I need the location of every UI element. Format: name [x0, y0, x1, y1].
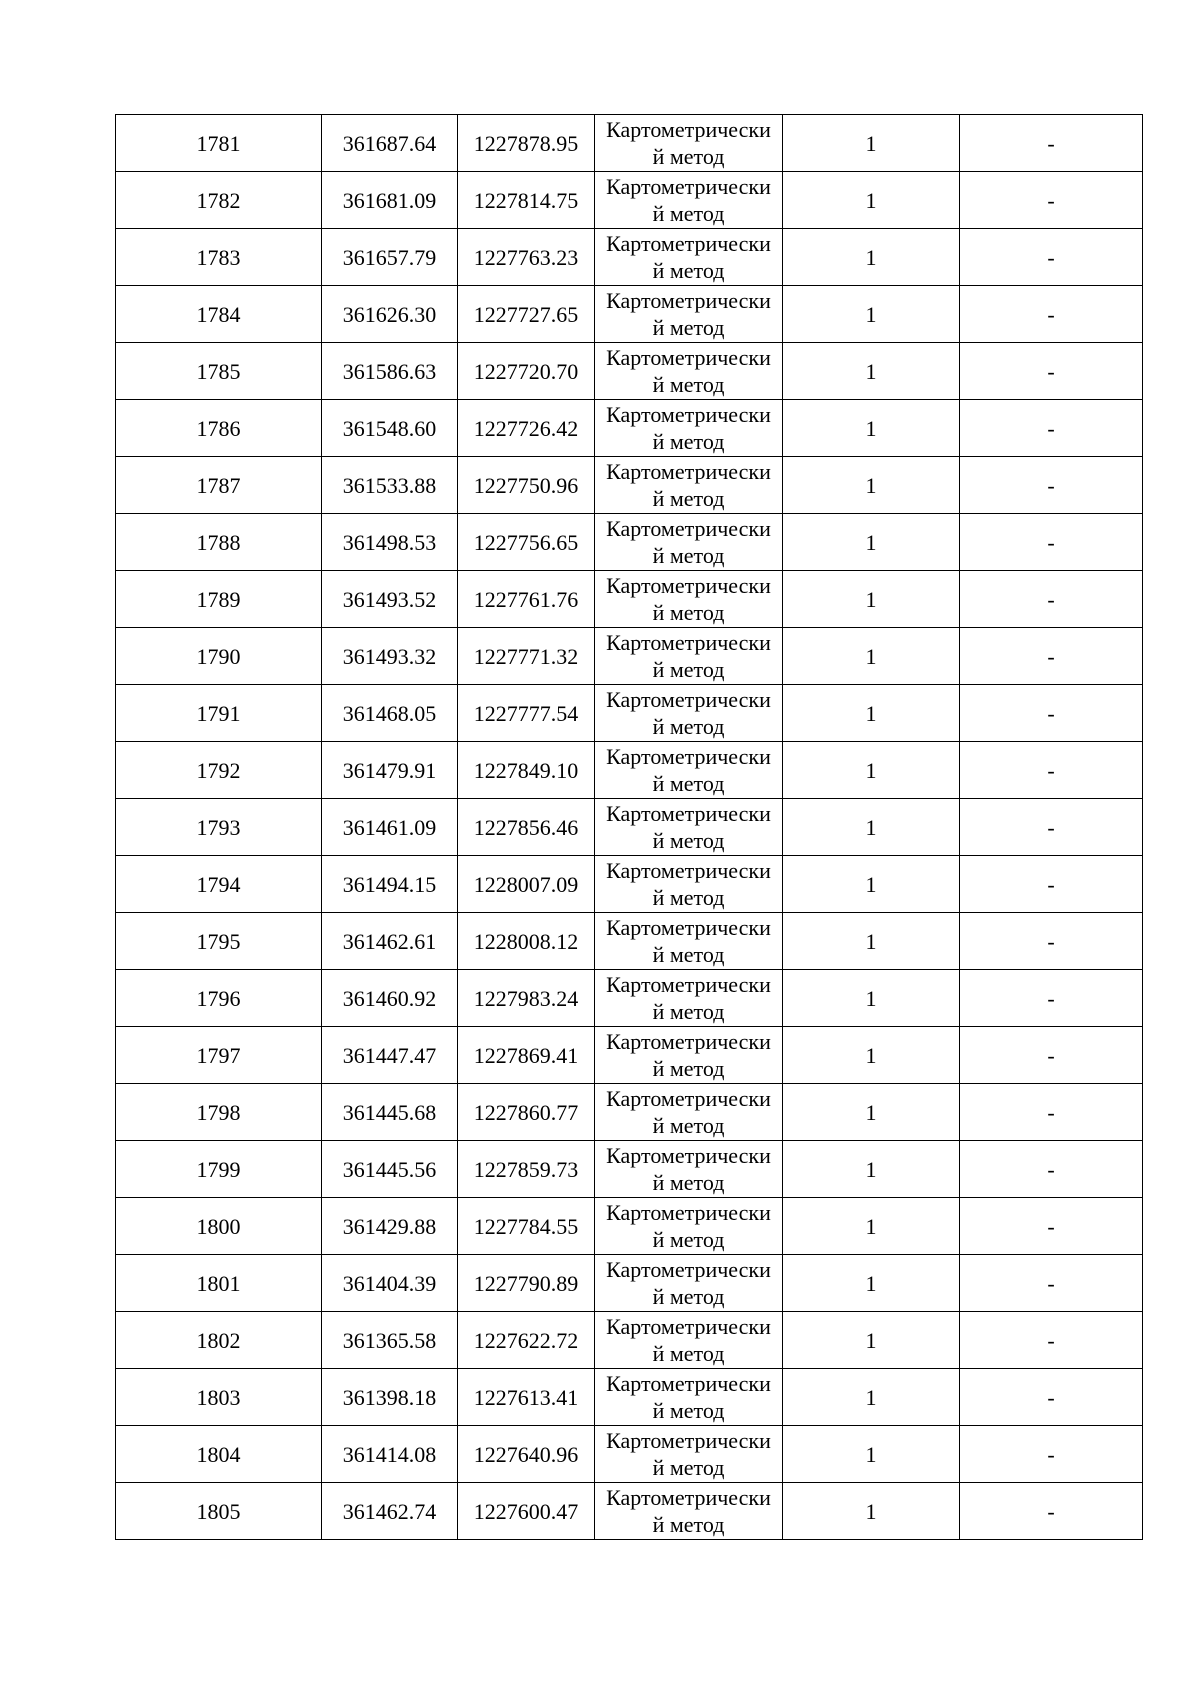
method-line-2: й метод [652, 429, 725, 454]
method-cell [595, 1198, 783, 1255]
method-cell [595, 1255, 783, 1312]
point-number-cell: 1798 [116, 1084, 322, 1141]
note-cell: - [960, 970, 1143, 1027]
point-number-cell: 1800 [116, 1198, 322, 1255]
y-coordinate-cell: 1227640.96 [458, 1426, 595, 1483]
accuracy-cell: 1 [783, 1426, 960, 1483]
method-line-2: й метод [652, 1170, 725, 1195]
method-line-1: Картометрически [606, 1257, 771, 1282]
method-cell [595, 400, 783, 457]
method-cell [595, 856, 783, 913]
method-cell [595, 970, 783, 1027]
method-line-1: Картометрически [606, 1485, 771, 1510]
point-number-cell: 1795 [116, 913, 322, 970]
point-number-cell: 1794 [116, 856, 322, 913]
point-number-cell: 1783 [116, 229, 322, 286]
point-number-cell: 1799 [116, 1141, 322, 1198]
method-line-2: й метод [652, 999, 725, 1024]
table-row [116, 1312, 1143, 1369]
method-cell [595, 1426, 783, 1483]
method-cell [595, 286, 783, 343]
point-number-cell: 1782 [116, 172, 322, 229]
coordinates-table-body [116, 115, 1143, 1540]
method-cell [595, 514, 783, 571]
accuracy-cell: 1 [783, 514, 960, 571]
table-row [116, 514, 1143, 571]
accuracy-cell: 1 [783, 1141, 960, 1198]
method-cell [595, 229, 783, 286]
x-coordinate-cell: 361461.09 [322, 799, 458, 856]
note-cell: - [960, 457, 1143, 514]
method-line-1: Картометрически [606, 744, 771, 769]
table-row [116, 1426, 1143, 1483]
x-coordinate-cell: 361687.64 [322, 115, 458, 172]
accuracy-cell: 1 [783, 1084, 960, 1141]
table-row [116, 1084, 1143, 1141]
x-coordinate-cell: 361681.09 [322, 172, 458, 229]
method-line-2: й метод [652, 771, 725, 796]
point-number-cell: 1805 [116, 1483, 322, 1540]
y-coordinate-cell: 1227860.77 [458, 1084, 595, 1141]
note-cell: - [960, 685, 1143, 742]
method-line-2: й метод [652, 144, 725, 169]
method-line-1: Картометрически [606, 1029, 771, 1054]
y-coordinate-cell: 1227622.72 [458, 1312, 595, 1369]
method-line-2: й метод [652, 258, 725, 283]
accuracy-cell: 1 [783, 571, 960, 628]
y-coordinate-cell: 1227763.23 [458, 229, 595, 286]
y-coordinate-cell: 1227750.96 [458, 457, 595, 514]
point-number-cell: 1792 [116, 742, 322, 799]
note-cell: - [960, 1312, 1143, 1369]
x-coordinate-cell: 361533.88 [322, 457, 458, 514]
note-cell: - [960, 1141, 1143, 1198]
x-coordinate-cell: 361404.39 [322, 1255, 458, 1312]
method-line-1: Картометрически [606, 1086, 771, 1111]
method-line-1: Картометрически [606, 972, 771, 997]
table-row [116, 970, 1143, 1027]
table-row [116, 913, 1143, 970]
method-line-1: Картометрически [606, 1143, 771, 1168]
note-cell: - [960, 1027, 1143, 1084]
method-line-2: й метод [652, 486, 725, 511]
method-line-2: й метод [652, 1227, 725, 1252]
y-coordinate-cell: 1227726.42 [458, 400, 595, 457]
note-cell: - [960, 1084, 1143, 1141]
point-number-cell: 1802 [116, 1312, 322, 1369]
method-line-1: Картометрически [606, 459, 771, 484]
method-line-2: й метод [652, 942, 725, 967]
method-line-1: Картометрически [606, 630, 771, 655]
method-line-1: Картометрически [606, 345, 771, 370]
note-cell: - [960, 571, 1143, 628]
y-coordinate-cell: 1228008.12 [458, 913, 595, 970]
method-line-2: й метод [652, 315, 725, 340]
point-number-cell: 1796 [116, 970, 322, 1027]
method-line-1: Картометрически [606, 1200, 771, 1225]
method-line-1: Картометрически [606, 174, 771, 199]
method-line-2: й метод [652, 372, 725, 397]
point-number-cell: 1781 [116, 115, 322, 172]
point-number-cell: 1790 [116, 628, 322, 685]
note-cell: - [960, 742, 1143, 799]
table-row [116, 856, 1143, 913]
point-number-cell: 1804 [116, 1426, 322, 1483]
method-line-2: й метод [652, 201, 725, 226]
accuracy-cell: 1 [783, 229, 960, 286]
method-line-2: й метод [652, 1284, 725, 1309]
method-cell [595, 742, 783, 799]
method-line-2: й метод [652, 1056, 725, 1081]
method-cell [595, 1483, 783, 1540]
method-cell [595, 628, 783, 685]
point-number-cell: 1789 [116, 571, 322, 628]
y-coordinate-cell: 1227777.54 [458, 685, 595, 742]
method-line-1: Картометрически [606, 687, 771, 712]
method-line-1: Картометрически [606, 1428, 771, 1453]
method-line-2: й метод [652, 885, 725, 910]
accuracy-cell: 1 [783, 970, 960, 1027]
accuracy-cell: 1 [783, 913, 960, 970]
x-coordinate-cell: 361462.74 [322, 1483, 458, 1540]
table-row [116, 172, 1143, 229]
table-row [116, 685, 1143, 742]
note-cell: - [960, 628, 1143, 685]
x-coordinate-cell: 361657.79 [322, 229, 458, 286]
table-row [116, 457, 1143, 514]
y-coordinate-cell: 1227878.95 [458, 115, 595, 172]
method-cell [595, 685, 783, 742]
method-cell [595, 571, 783, 628]
x-coordinate-cell: 361493.32 [322, 628, 458, 685]
note-cell: - [960, 400, 1143, 457]
point-number-cell: 1787 [116, 457, 322, 514]
accuracy-cell: 1 [783, 457, 960, 514]
method-cell [595, 1369, 783, 1426]
x-coordinate-cell: 361365.58 [322, 1312, 458, 1369]
point-number-cell: 1801 [116, 1255, 322, 1312]
note-cell: - [960, 1369, 1143, 1426]
note-cell: - [960, 1483, 1143, 1540]
x-coordinate-cell: 361548.60 [322, 400, 458, 457]
method-line-1: Картометрически [606, 858, 771, 883]
table-row [116, 343, 1143, 400]
y-coordinate-cell: 1227761.76 [458, 571, 595, 628]
y-coordinate-cell: 1227771.32 [458, 628, 595, 685]
method-line-2: й метод [652, 1398, 725, 1423]
note-cell: - [960, 1255, 1143, 1312]
method-line-1: Картометрически [606, 801, 771, 826]
x-coordinate-cell: 361398.18 [322, 1369, 458, 1426]
accuracy-cell: 1 [783, 799, 960, 856]
x-coordinate-cell: 361626.30 [322, 286, 458, 343]
accuracy-cell: 1 [783, 1312, 960, 1369]
table-row [116, 628, 1143, 685]
method-cell [595, 799, 783, 856]
table-row [116, 286, 1143, 343]
y-coordinate-cell: 1227859.73 [458, 1141, 595, 1198]
point-number-cell: 1793 [116, 799, 322, 856]
point-number-cell: 1786 [116, 400, 322, 457]
accuracy-cell: 1 [783, 1369, 960, 1426]
method-line-2: й метод [652, 543, 725, 568]
y-coordinate-cell: 1228007.09 [458, 856, 595, 913]
accuracy-cell: 1 [783, 286, 960, 343]
table-row [116, 571, 1143, 628]
note-cell: - [960, 115, 1143, 172]
accuracy-cell: 1 [783, 1255, 960, 1312]
note-cell: - [960, 1426, 1143, 1483]
accuracy-cell: 1 [783, 856, 960, 913]
method-line-2: й метод [652, 1512, 725, 1537]
x-coordinate-cell: 361447.47 [322, 1027, 458, 1084]
accuracy-cell: 1 [783, 1483, 960, 1540]
method-cell [595, 457, 783, 514]
method-line-2: й метод [652, 828, 725, 853]
x-coordinate-cell: 361429.88 [322, 1198, 458, 1255]
note-cell: - [960, 1198, 1143, 1255]
method-line-2: й метод [652, 600, 725, 625]
table-row [116, 799, 1143, 856]
method-cell [595, 115, 783, 172]
note-cell: - [960, 913, 1143, 970]
note-cell: - [960, 514, 1143, 571]
method-cell [595, 172, 783, 229]
table-row [116, 1027, 1143, 1084]
point-number-cell: 1803 [116, 1369, 322, 1426]
method-line-2: й метод [652, 657, 725, 682]
method-line-1: Картометрически [606, 231, 771, 256]
accuracy-cell: 1 [783, 172, 960, 229]
x-coordinate-cell: 361494.15 [322, 856, 458, 913]
note-cell: - [960, 799, 1143, 856]
y-coordinate-cell: 1227790.89 [458, 1255, 595, 1312]
x-coordinate-cell: 361462.61 [322, 913, 458, 970]
y-coordinate-cell: 1227856.46 [458, 799, 595, 856]
table-row [116, 229, 1143, 286]
table-row [116, 1141, 1143, 1198]
y-coordinate-cell: 1227784.55 [458, 1198, 595, 1255]
note-cell: - [960, 343, 1143, 400]
x-coordinate-cell: 361445.68 [322, 1084, 458, 1141]
method-line-2: й метод [652, 1113, 725, 1138]
method-line-1: Картометрически [606, 573, 771, 598]
x-coordinate-cell: 361493.52 [322, 571, 458, 628]
note-cell: - [960, 856, 1143, 913]
y-coordinate-cell: 1227720.70 [458, 343, 595, 400]
table-row [116, 1483, 1143, 1540]
method-cell [595, 913, 783, 970]
accuracy-cell: 1 [783, 343, 960, 400]
y-coordinate-cell: 1227869.41 [458, 1027, 595, 1084]
method-cell [595, 343, 783, 400]
point-number-cell: 1791 [116, 685, 322, 742]
y-coordinate-cell: 1227756.65 [458, 514, 595, 571]
y-coordinate-cell: 1227983.24 [458, 970, 595, 1027]
point-number-cell: 1784 [116, 286, 322, 343]
x-coordinate-cell: 361445.56 [322, 1141, 458, 1198]
table-row [116, 742, 1143, 799]
table-row [116, 400, 1143, 457]
point-number-cell: 1797 [116, 1027, 322, 1084]
accuracy-cell: 1 [783, 115, 960, 172]
method-line-1: Картометрически [606, 516, 771, 541]
method-line-2: й метод [652, 1341, 725, 1366]
method-line-1: Картометрически [606, 402, 771, 427]
method-cell [595, 1312, 783, 1369]
accuracy-cell: 1 [783, 1027, 960, 1084]
y-coordinate-cell: 1227814.75 [458, 172, 595, 229]
method-line-1: Картометрически [606, 1314, 771, 1339]
x-coordinate-cell: 361468.05 [322, 685, 458, 742]
method-cell [595, 1141, 783, 1198]
accuracy-cell: 1 [783, 400, 960, 457]
method-line-1: Картометрически [606, 1371, 771, 1396]
y-coordinate-cell: 1227849.10 [458, 742, 595, 799]
table-row [116, 1198, 1143, 1255]
note-cell: - [960, 229, 1143, 286]
x-coordinate-cell: 361586.63 [322, 343, 458, 400]
table-row [116, 115, 1143, 172]
method-line-1: Картометрически [606, 117, 771, 142]
table-row [116, 1369, 1143, 1426]
coordinates-table [115, 114, 1143, 1540]
x-coordinate-cell: 361479.91 [322, 742, 458, 799]
y-coordinate-cell: 1227613.41 [458, 1369, 595, 1426]
note-cell: - [960, 286, 1143, 343]
method-line-2: й метод [652, 1455, 725, 1480]
table-row [116, 1255, 1143, 1312]
y-coordinate-cell: 1227600.47 [458, 1483, 595, 1540]
point-number-cell: 1788 [116, 514, 322, 571]
x-coordinate-cell: 361460.92 [322, 970, 458, 1027]
point-number-cell: 1785 [116, 343, 322, 400]
note-cell: - [960, 172, 1143, 229]
method-line-1: Картометрически [606, 915, 771, 940]
accuracy-cell: 1 [783, 628, 960, 685]
x-coordinate-cell: 361498.53 [322, 514, 458, 571]
method-line-2: й метод [652, 714, 725, 739]
accuracy-cell: 1 [783, 1198, 960, 1255]
y-coordinate-cell: 1227727.65 [458, 286, 595, 343]
accuracy-cell: 1 [783, 685, 960, 742]
accuracy-cell: 1 [783, 742, 960, 799]
method-cell [595, 1084, 783, 1141]
x-coordinate-cell: 361414.08 [322, 1426, 458, 1483]
method-line-1: Картометрически [606, 288, 771, 313]
method-cell [595, 1027, 783, 1084]
